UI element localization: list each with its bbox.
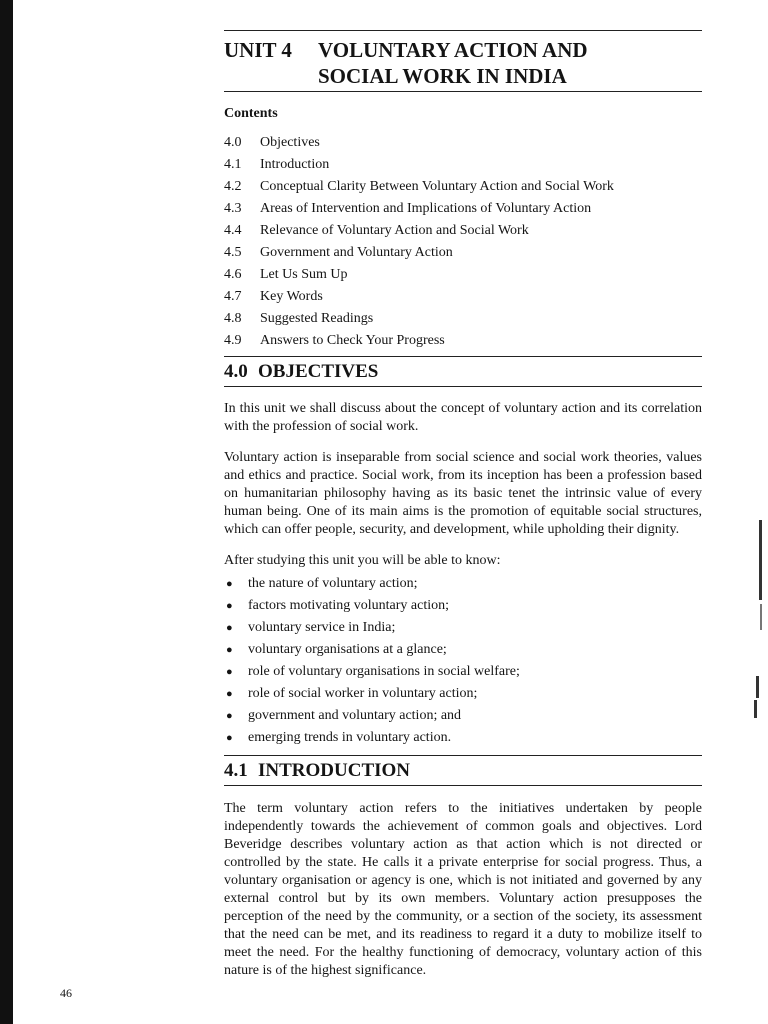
- scan-artifact: [756, 676, 759, 698]
- bullet-icon: ●: [226, 666, 233, 678]
- bullet-icon: ●: [226, 644, 233, 656]
- objectives-list: [224, 573, 702, 749]
- contents-item-number: 4.7: [224, 289, 242, 304]
- contents-item: [224, 242, 702, 264]
- contents-item-number: 4.4: [224, 223, 242, 238]
- contents-item-number: 4.5: [224, 245, 242, 260]
- unit-title: [318, 37, 702, 89]
- list-item-text: voluntary service in India;: [248, 620, 396, 635]
- contents-item-label: Answers to Check Your Progress: [260, 333, 445, 348]
- contents-item-number: 4.3: [224, 201, 242, 216]
- contents-item: [224, 286, 702, 308]
- contents-title: Contents: [224, 106, 278, 121]
- contents-item-number: 4.2: [224, 179, 242, 194]
- contents-item: [224, 330, 702, 352]
- unit-number: UNIT 4: [224, 38, 292, 62]
- contents-item-number: 4.0: [224, 135, 242, 150]
- contents-item-label: Introduction: [260, 157, 330, 172]
- objectives-paragraph: In this unit we shall discuss about the concept of voluntary action and its correlation with the profession of social work.: [224, 401, 702, 434]
- contents-item-label: Let Us Sum Up: [260, 267, 348, 282]
- contents-item: [224, 154, 702, 176]
- list-item-text: government and voluntary action; and: [248, 708, 462, 723]
- contents-item-label: Government and Voluntary Action: [260, 245, 453, 260]
- bullet-icon: ●: [226, 622, 233, 634]
- bullet-icon: ●: [226, 732, 233, 744]
- bullet-icon: ●: [226, 600, 233, 612]
- bullet-icon: ●: [226, 710, 233, 722]
- list-item: [224, 639, 702, 661]
- contents-item: [224, 198, 702, 220]
- list-item: [224, 705, 702, 727]
- contents-item: [224, 220, 702, 242]
- scan-edge-bar: [0, 0, 13, 1024]
- objectives-title: OBJECTIVES: [258, 361, 379, 382]
- contents-item: [224, 132, 702, 154]
- page-number: 46: [60, 986, 72, 1000]
- objectives-paragraph: Voluntary action is inseparable from social science and social work theories, values and ethics and practice. Social work, from its inception has been a profession based on humanitarian philosophy having as its basic tenet the intrinsic value of every human being. One of its main aims is the promotion of equitable social structures, which can offer people, security, and development, while upholding their dignity.: [224, 450, 702, 537]
- contents-item-label: Suggested Readings: [260, 311, 374, 326]
- list-item: [224, 683, 702, 705]
- list-item-text: the nature of voluntary action;: [248, 576, 418, 591]
- contents-item-number: 4.1: [224, 157, 242, 172]
- list-item: [224, 617, 702, 639]
- introduction-heading: [224, 756, 702, 785]
- bullet-icon: ●: [226, 688, 233, 700]
- list-item: [224, 573, 702, 595]
- contents-item-label: Key Words: [260, 289, 323, 304]
- list-item: [224, 595, 702, 617]
- contents-item-label: Conceptual Clarity Between Voluntary Action and Social Work: [260, 179, 614, 194]
- list-item-text: role of social worker in voluntary action;: [248, 686, 478, 701]
- list-item-text: factors motivating voluntary action;: [248, 598, 450, 613]
- list-item: [224, 661, 702, 683]
- contents-item-number: 4.9: [224, 333, 242, 348]
- contents-item-number: 4.6: [224, 267, 242, 282]
- contents-item-label: Relevance of Voluntary Action and Social Work: [260, 223, 529, 238]
- list-item-text: voluntary organisations at a glance;: [248, 642, 447, 657]
- objectives-number: 4.0: [224, 361, 248, 382]
- page-content: [224, 30, 702, 980]
- scan-artifact: [754, 700, 757, 718]
- unit-title-line2: SOCIAL WORK IN INDIA: [318, 64, 567, 88]
- list-item-text: emerging trends in voluntary action.: [248, 730, 452, 745]
- unit-bottom-rule: [224, 91, 702, 92]
- scan-artifact: [759, 520, 762, 600]
- unit-title-line1: VOLUNTARY ACTION AND: [318, 38, 588, 62]
- contents-item: [224, 264, 702, 286]
- contents-item-label: Areas of Intervention and Implications of Voluntary Action: [260, 201, 592, 216]
- list-item-text: role of voluntary organisations in social welfare;: [248, 664, 520, 679]
- introduction-title: INTRODUCTION: [258, 760, 411, 781]
- contents-item: [224, 308, 702, 330]
- contents-item: [224, 176, 702, 198]
- introduction-paragraph: The term voluntary action refers to the initiatives undertaken by people independently towards the achievement of common goals and objectives. Lord Beveridge describes voluntary action as that action which is not directed or controlled by the state. He calls it a private enterprise for social progress. Thus, a voluntary organisation or agency is one, which is not initiated and governed by any external control but by its own members. Voluntary action presupposes the perception of the need by the community, or a section of the society, its assessment that the need can be met, and its readiness to regard it a duty to mobilize itself to meet the need. For the healthy functioning of democracy, voluntary action of this nature is of the highest significance.: [224, 801, 702, 978]
- contents-item-label: Objectives: [260, 135, 320, 150]
- scan-artifact: [760, 604, 762, 630]
- introduction-number: 4.1: [224, 760, 248, 781]
- unit-heading: [224, 31, 702, 91]
- objectives-bottom-rule: [224, 386, 702, 387]
- objectives-heading: [224, 357, 702, 386]
- contents-item-number: 4.8: [224, 311, 242, 326]
- contents-list: [224, 132, 702, 352]
- bullet-icon: ●: [226, 578, 233, 590]
- introduction-bottom-rule: [224, 785, 702, 786]
- objectives-lead: After studying this unit you will be able to know:: [224, 553, 501, 568]
- list-item: [224, 727, 702, 749]
